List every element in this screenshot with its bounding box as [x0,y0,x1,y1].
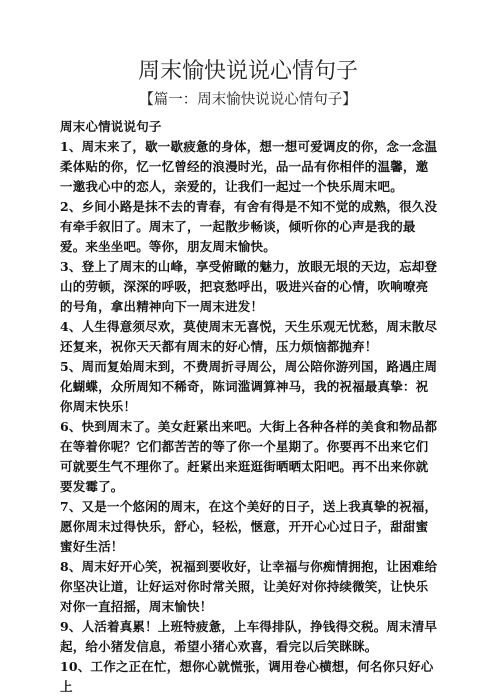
paragraph-3: 3、登上了周末的山峰，享受俯瞰的魅力，放眼无垠的天边，忘却登山的劳顿，深深的呼吸，把哀愁呼出，吸进兴奋的心情，吹响嘹亮的号角，拿出精神向下一周末进发！ [60,259,438,314]
paragraph-10: 10、工作之正在忙，想你心就慌张，调用卷心横想，何名你只好心上 [60,659,434,694]
paragraph-5: 5、周而复始周末到，不费周折寻周公，周公陪你游列国，路遇庄周化蝴蝶，众所周知不稀奇，陈词滥调算神马，我的祝福最真挚：祝你周末快乐！ [60,359,438,414]
paragraph-4: 4、人生得意须尽欢，莫使周末无喜悦，天生乐观无忧愁，周末散尽还复来，祝你天天都有周末的好心情，压力烦恼都抛弃！ [60,319,438,354]
paragraph-2: 2、乡间小路是抹不去的青春，有舍有得是不知不觉的成熟，很久没有牵手叙旧了。周末了，一起散步畅谈，倾听你的心声是我的最爱。来坐坐吧。等你，朋友周末愉快。 [60,199,438,254]
paragraph-8: 8、周末好开心笑，祝福到要收好，让幸福与你痴情拥抱，让困难给你坚决让道，让好运对你时常关照，让美好对你持续微笑，让快乐对你一直招摇，周末愉快！ [60,559,438,614]
document-body [60,117,440,697]
paragraph-7: 7、又是一个悠闲的周末，在这个美好的日子，送上我真挚的祝福，愿你周末过得快乐，舒心，轻松，惬意，开开心心过日子，甜甜蜜蜜好生活！ [60,499,438,554]
paragraph-9: 9、人活着真累！上班特疲惫，上车得排队，挣钱得交税。周末清早起，给小猪发信息，希望小猪心欢喜，看完以后笑眯眯。 [60,619,438,654]
paragraph-6: 6、快到周末了。美女赶紧出来吧。大街上各种各样的美食和物品都在等着你呢？它们都苦苦的等了你一个星期了。你要再不出来它们可就要生气不理你了。赶紧出来逛逛街晒晒太阳吧。再不出来你就要发霉了。 [60,419,438,494]
section-heading: 周末心情说说句子 [60,119,162,134]
document-subtitle: 【篇一：周末愉快说说心情句子】 [139,92,357,108]
paragraph-1: 1、周末来了，歇一歇疲惫的身体，想一想可爱调皮的你，念一念温柔体贴的你，忆一忆曾经的浪漫时光，品一品有你相伴的温馨，邀一邀我心中的恋人，亲爱的，让我们一起过一个快乐周末吧。 [60,139,438,194]
document-title: 周末愉快说说心情句子 [137,59,358,84]
